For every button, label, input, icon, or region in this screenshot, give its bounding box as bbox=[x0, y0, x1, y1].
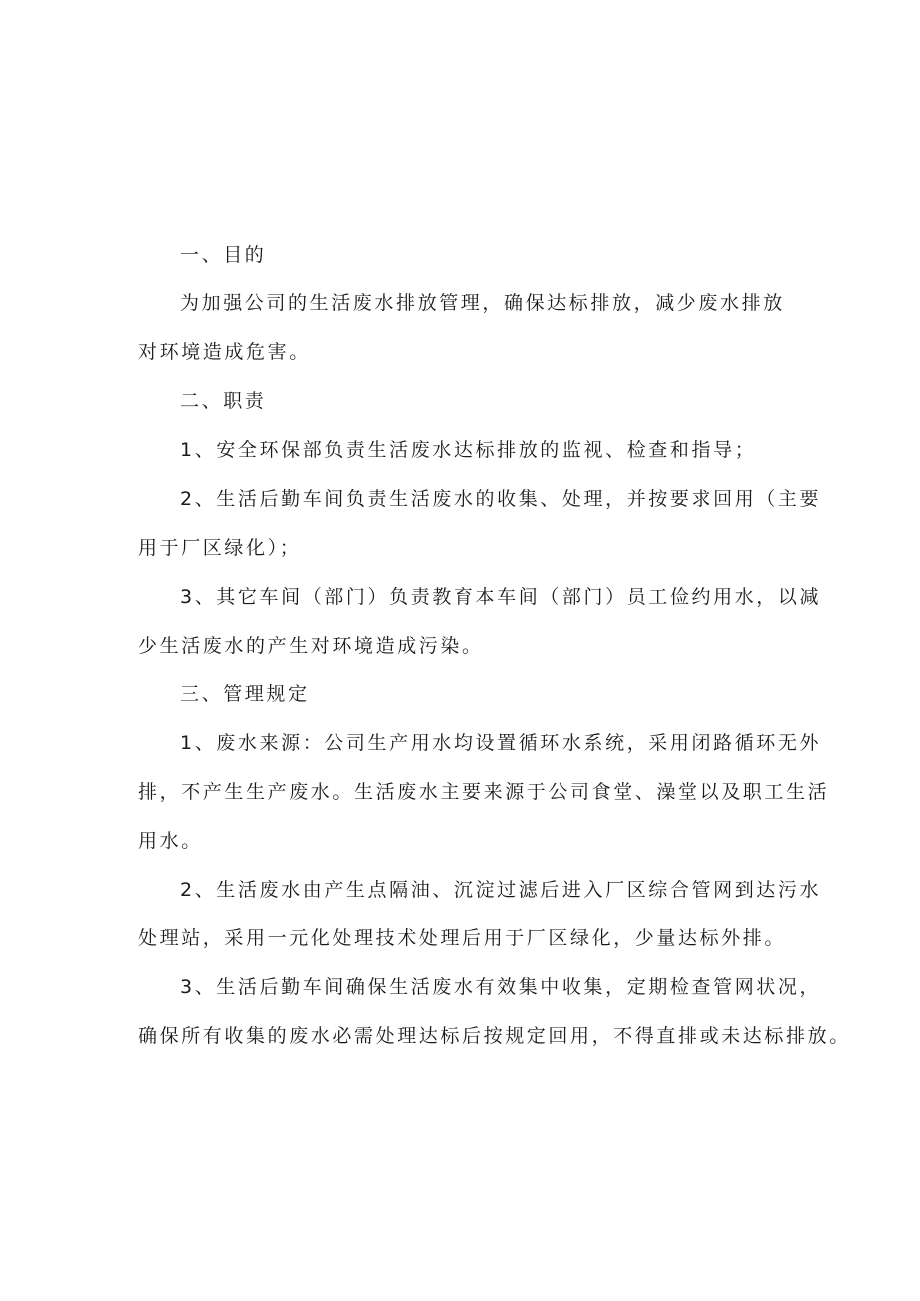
paragraph-line: 1、安全环保部负责生活废水达标排放的监视、检查和指导； bbox=[180, 439, 757, 461]
section-heading-regulations: 三、管理规定 bbox=[180, 683, 310, 705]
paragraph-line: 用于厂区绿化）； bbox=[138, 537, 302, 559]
section-heading-purpose: 一、目的 bbox=[180, 244, 267, 266]
paragraph-line: 对环境造成危害。 bbox=[138, 341, 311, 363]
paragraph-line: 1、废水来源：公司生产用水均设置循环水系统，采用闭路循环无外 bbox=[180, 732, 822, 754]
paragraph-line: 排，不产生生产废水。生活废水主要来源于公司食堂、澡堂以及职工生活 bbox=[138, 781, 830, 803]
section-heading-duties: 二、职责 bbox=[180, 390, 267, 412]
paragraph-line: 3、其它车间（部门）负责教育本车间（部门）员工俭约用水，以减 bbox=[180, 586, 822, 608]
paragraph-line: 处理站，采用一元化处理技术处理后用于厂区绿化，少量达标外排。 bbox=[138, 927, 787, 949]
paragraph-line: 3、生活后勤车间确保生活废水有效集中收集，定期检查管网状况， bbox=[180, 976, 822, 998]
paragraph-line: 确保所有收集的废水必需处理达标后按规定回用，不得直排或未达标排放。 bbox=[138, 1025, 851, 1047]
paragraph-line: 2、生活后勤车间负责生活废水的收集、处理，并按要求回用（主要 bbox=[180, 488, 822, 510]
paragraph-line: 用水。 bbox=[138, 830, 203, 852]
paragraph-line: 为加强公司的生活废水排放管理，确保达标排放，减少废水排放 bbox=[180, 292, 785, 314]
paragraph-line: 少生活废水的产生对环境造成污染。 bbox=[138, 635, 484, 657]
paragraph-line: 2、生活废水由产生点隔油、沉淀过滤后进入厂区综合管网到达污水 bbox=[180, 879, 822, 901]
